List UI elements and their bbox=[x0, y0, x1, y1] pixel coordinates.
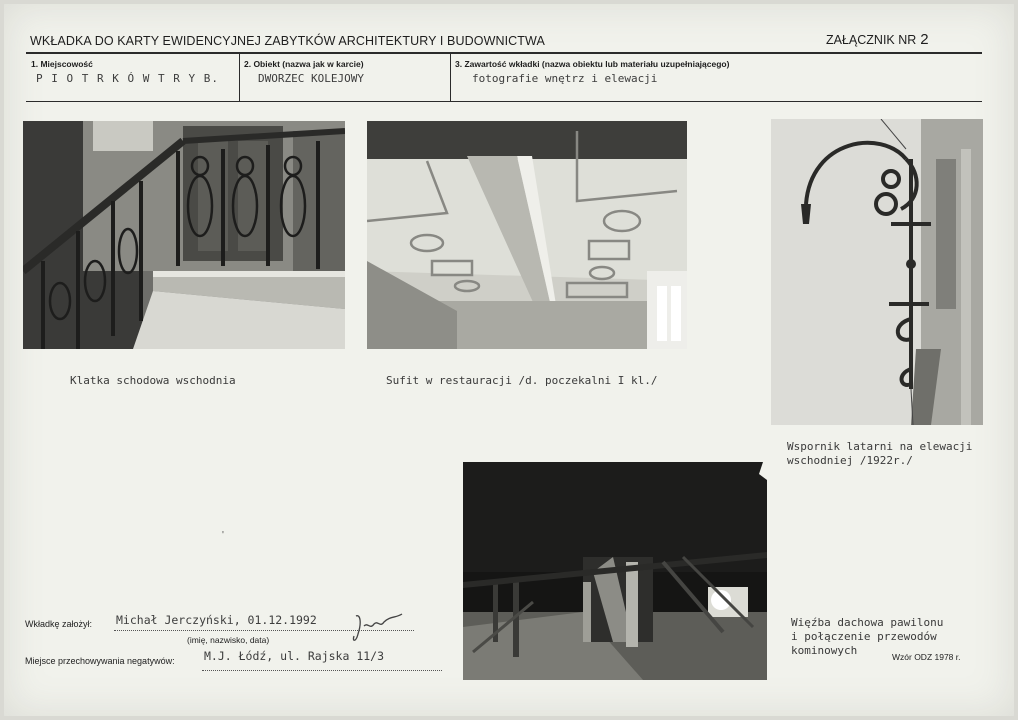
storage-label: Miejsce przechowywania negatywów: bbox=[25, 656, 175, 666]
storage-dotted-line bbox=[202, 670, 442, 671]
storage-value: M.J. Łódź, ul. Rajska 11/3 bbox=[204, 649, 385, 663]
photo-lamp-bracket bbox=[771, 119, 983, 425]
photo-roof-truss bbox=[463, 462, 767, 680]
stray-mark: ' bbox=[222, 530, 224, 541]
field-locality-label: 1. Miejscowość bbox=[31, 59, 93, 69]
caption-roof-truss-2: i połączenie przewodów bbox=[791, 630, 937, 643]
author-value: Michał Jerczyński, 01.12.1992 bbox=[116, 613, 317, 627]
caption-ceiling: Sufit w restauracji /d. poczekalni I kl./ bbox=[386, 374, 658, 387]
field-divider-2 bbox=[450, 54, 451, 101]
header-rule-top bbox=[26, 52, 982, 54]
field-content-label: 3. Zawartość wkładki (nazwa obiektu lub materiału uzupełniającego) bbox=[455, 59, 730, 69]
record-sheet bbox=[4, 4, 1014, 716]
caption-lamp-bracket-1: Wspornik latarni na elewacji bbox=[787, 440, 973, 453]
field-divider-1 bbox=[239, 54, 240, 101]
annex-label bbox=[826, 31, 929, 48]
annex-label-text: ZAŁĄCZNIK NR bbox=[826, 33, 917, 47]
annex-number: 2 bbox=[920, 31, 929, 48]
caption-roof-truss-3: kominowych bbox=[791, 644, 858, 657]
caption-roof-truss-1: Więźba dachowa pawilonu bbox=[791, 616, 944, 629]
caption-lamp-bracket-2: wschodniej /1922r./ bbox=[787, 454, 913, 467]
field-content-value: fotografie wnętrz i elewacji bbox=[472, 72, 658, 85]
caption-staircase: Klatka schodowa wschodnia bbox=[70, 374, 236, 387]
field-object-value: DWORZEC KOLEJOWY bbox=[258, 72, 364, 85]
photo-staircase bbox=[23, 121, 345, 349]
header-rule-bottom bbox=[26, 101, 982, 102]
field-object-label: 2. Obiekt (nazwa jak w karcie) bbox=[244, 59, 364, 69]
photo-ceiling bbox=[367, 121, 687, 349]
form-title: WKŁADKA DO KARTY EWIDENCYJNEJ ZABYTKÓW ARCHITEKTURY I BUDOWNICTWA bbox=[30, 34, 545, 48]
form-code: Wzór ODZ 1978 r. bbox=[892, 652, 961, 662]
author-hint: (imię, nazwisko, data) bbox=[187, 635, 270, 645]
field-locality-value: P I O T R K Ó W T R Y B. bbox=[36, 72, 219, 85]
signature-image bbox=[350, 612, 410, 646]
author-label: Wkładkę założył: bbox=[25, 619, 93, 629]
